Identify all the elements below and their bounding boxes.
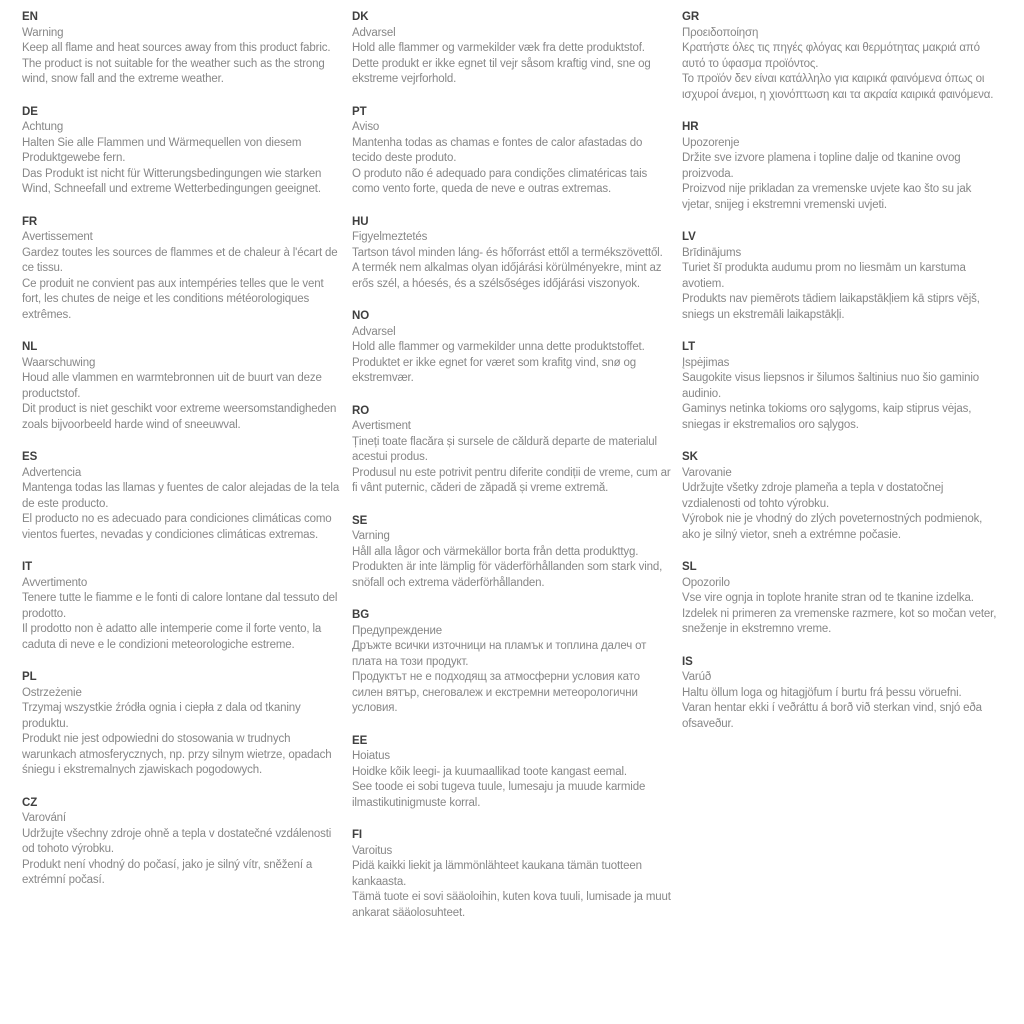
language-code: IS [682,655,693,668]
warning-title: Προειδοποίηση [682,26,759,39]
warning-paragraph-2: Produkten är inte lämplig för väderförhållanden som stark vind, snöfall och extrema väderförhållanden. [352,561,663,589]
warning-paragraph-1: Keep all flame and heat sources away from this product fabric. [22,42,331,54]
warning-title: Aviso [352,121,380,133]
language-code: NL [22,341,38,353]
warning-title: Ostrzeżenie [22,686,82,699]
warning-paragraph-2: Produkt není vhodný do počasí, jako je silný vítr, sněžení a extrémní počasí. [22,858,313,886]
warning-paragraph-1: Tartson távol minden láng- és hőforrást ettől a termékszövettől. [352,246,663,259]
warning-paragraph-1: Udržujte všechny zdroje ohně a tepla v dostatečné vzdálenosti od tohoto výrobku. [22,827,332,855]
warning-paragraph-1: Tenere tutte le fiamme e le fonti di calore lontane dal tessuto del prodotto. [22,592,338,620]
language-section [682,10,1002,103]
warning-paragraph-1: Vse vire ognja in toplote hranite stran od te tkanine izdelka. [682,592,974,604]
warning-paragraph-2: A termék nem alkalmas olyan időjárási körülményekre, mint az erős szél, a hóesés, és a szélsőséges időjárási viszonyok. [352,262,662,290]
warning-paragraph-1: Hoidke kõik leegi- ja kuumaallikad toote kangast eemal. [352,765,627,778]
language-code: CZ [22,796,38,809]
language-section [22,796,342,889]
language-section [352,105,672,198]
language-section [22,450,342,543]
language-code: IT [22,561,33,573]
language-code: NO [352,310,370,322]
warning-paragraph-2: Dit product is niet geschikt voor extreme weersomstandigheden zoals bijvoorbeeld harde wind of sneeuwval. [22,403,337,431]
warning-title: Avertisment [352,420,411,432]
language-code: SK [682,451,698,463]
warning-paragraph-2: El producto no es adecuado para condiciones climáticas como vientos fuertes, nevadas y condiciones climáticas extremas. [22,513,332,541]
warning-paragraph-2: O produto não é adequado para condições climatéricas tais como vento forte, queda de neve e outras extremas. [352,167,648,195]
warning-paragraph-1: Udržujte všetky zdroje plameňa a tepla v dostatočnej vzdialenosti od tohto výrobku. [682,482,944,510]
language-section [352,608,672,717]
column-1 [22,10,342,938]
warning-paragraph-2: The product is not suitable for the weather such as the strong wind, snow fall and the extreme weather. [22,57,325,85]
warning-title: Avertissement [22,231,93,243]
warning-paragraph-2: Produkt nie jest odpowiedni do stosowania w trudnych warunkach atmosferycznych, np. przy silnym wietrze, opadach śniegu i ekstremalnych zjawiskach pogodowych. [22,733,332,776]
language-code: EE [352,734,368,747]
warning-paragraph-2: Продуктът не е подходящ за атмосферни условия като силен вятър, снеговалеж и екстремни метеорологични условия. [352,671,640,714]
language-section [22,670,342,779]
warning-title: Предупреждение [352,624,443,637]
warning-paragraph-1: Turiet šī produkta audumu prom no liesmām un karstuma avotiem. [682,262,966,290]
language-section [682,655,1002,733]
language-code: HR [682,121,699,133]
warning-paragraph-1: Håll alla lågor och värmekällor borta från detta produkttyg. [352,545,639,558]
warning-paragraph-1: Mantenha todas as chamas e fontes de calor afastadas do tecido deste produto. [352,136,643,164]
warning-title: Varoitus [352,844,393,857]
language-section [352,734,672,812]
language-section [352,514,672,592]
language-section [352,215,672,293]
warning-paragraph-1: Houd alle vlammen en warmtebronnen uit de buurt van deze productstof. [22,372,322,400]
language-section [682,120,1002,213]
language-section [352,309,672,387]
language-code: FI [352,829,363,841]
warning-paragraph-2: Gaminys netinka tokioms oro sąlygoms, kaip stiprus vėjas, sniegas ir ekstremalios oro sąlygos. [682,403,972,431]
warning-paragraph-2: Produkts nav piemērots tādiem laikapstākļiem kā stiprs vējš, sniegs un ekstremāli laikapstākļi. [682,293,980,321]
warning-title: Varování [22,812,66,824]
language-code: PL [22,671,37,683]
language-section [22,10,342,88]
warning-title: Advarsel [352,325,396,338]
warning-paragraph-2: Produktet er ikke egnet for været som krafitg vind, snø og ekstremvær. [352,356,637,384]
warning-title: Brīdinājums [682,246,742,259]
warning-paragraph-2: Il prodotto non è adatto alle intemperie come il forte vento, la caduta di neve e le condizioni meteorologiche estreme. [22,623,322,651]
warning-paragraph-1: Pidä kaikki liekit ja lämmönlähteet kaukana tämän tuotteen kankaasta. [352,860,642,888]
language-section [682,230,1002,323]
warning-paragraph-1: Дръжте всички източници на пламък и топлина далеч от плата на този продукт. [352,640,647,668]
warning-paragraph-1: Gardez toutes les sources de flammes et de chaleur à l'écart de ce tissu. [22,246,338,274]
warning-paragraph-2: See toode ei sobi tugeva tuule, lumesaju ja muude karmide ilmastikutinigmuste korral. [352,781,646,809]
warning-paragraph-2: Tämä tuote ei sovi sääoloihin, kuten kova tuuli, lumisade ja muut ankarat sääolosuhteet. [352,891,671,919]
warning-title: Opozorilo [682,576,730,589]
language-code: LT [682,341,695,353]
warning-paragraph-1: Trzymaj wszystkie źródła ognia i ciepła z dala od tkaniny produktu. [22,702,301,730]
language-section [352,828,672,921]
language-code: RO [352,404,370,417]
warning-title: Varúð [682,671,712,683]
language-section [682,340,1002,433]
language-code: FR [22,215,38,228]
warning-paragraph-1: Hold alle flammer og varmekilder unna dette produktstoffet. [352,341,645,353]
warning-paragraph-2: Το προϊόν δεν είναι κατάλληλο για καιρικά φαινόμενα όπως οι ισχυροί άνεμοι, η χιονόπτωση και τα ακραία καιρικά φαινόμενα. [682,73,994,101]
warning-title: Figyelmeztetés [352,231,428,243]
warning-title: Achtung [22,121,64,133]
language-section [22,215,342,324]
warning-title: Advertencia [22,466,82,479]
warning-paragraph-2: Das Produkt ist nicht für Witterungsbedingungen wie starken Wind, Schneefall und extreme Wetterbedingungen geeignet. [22,167,322,195]
warning-paragraph-2: Výrobok nie je vhodný do zlých poveternostných podmienok, ako je silný vietor, sneh a extrémne počasie. [682,513,983,541]
language-code: DK [352,11,369,23]
warning-title: Hoiatus [352,750,390,762]
language-code: BG [352,609,370,621]
warning-paragraph-1: Haltu öllum loga og hitagjöfum í burtu frá þessu vöruefni. [682,686,962,699]
language-section [22,560,342,653]
warning-paragraph-2: Izdelek ni primeren za vremenske razmere, kot so močan veter, sneženje in ekstremno vreme. [682,607,997,635]
language-code: LV [682,231,696,243]
warning-paragraph-2: Ce produit ne convient pas aux intempéries telles que le vent fort, les chutes de neige et les conditions météorologiques extrêmes. [22,277,324,321]
warning-title: Įspėjimas [682,356,730,369]
language-code: DE [22,105,38,118]
warning-paragraph-2: Produsul nu este potrivit pentru diferite condiții de vreme, cum ar fi vânt puternic, căderi de zăpadă și vreme extremă. [352,466,671,494]
warning-paragraph-1: Mantenga todas las llamas y fuentes de calor alejadas de la tela de este producto. [22,482,340,510]
warning-paragraph-1: Hold alle flammer og varmekilder væk fra dette produktstof. [352,42,645,54]
column-3 [682,10,1002,938]
warning-paragraph-2: Varan hentar ekki í veðráttu á borð við sterkan vind, snjó eða ofsaveður. [682,702,982,730]
language-section [22,340,342,433]
warning-title: Warning [22,26,64,39]
warning-paragraph-1: Halten Sie alle Flammen und Wärmequellen von diesem Produktgewebe fern. [22,136,302,164]
language-code: SE [352,514,368,527]
language-code: SL [682,561,697,573]
warning-title: Upozorenje [682,136,740,149]
warning-title: Avvertimento [22,576,88,589]
warning-paragraph-1: Saugokite visus liepsnos ir šilumos šaltinius nuo šio gaminio audinio. [682,372,980,400]
warning-paragraph-1: Țineți toate flacăra și sursele de căldură departe de materialul acestui produs. [352,435,657,463]
language-section [352,10,672,88]
warning-title: Advarsel [352,26,396,39]
language-code: GR [682,11,700,23]
language-code: HU [352,215,369,228]
warning-title: Varovanie [682,466,732,479]
warning-paragraph-2: Proizvod nije prikladan za vremenske uvjete kao što su jak vjetar, snijeg i ekstremni vremenski uvjeti. [682,183,972,211]
warning-paragraph-2: Dette produkt er ikke egnet til vejr såsom kraftig vind, sne og ekstreme vejrforhold. [352,57,651,85]
language-section [682,450,1002,543]
language-section [352,404,672,497]
language-section [22,105,342,198]
warning-title: Waarschuwing [22,356,96,369]
language-code: ES [22,451,38,463]
warning-paragraph-1: Držite sve izvore plamena i topline dalje od tkanine ovog proizvoda. [682,152,961,180]
warning-paragraph-1: Κρατήστε όλες τις πηγές φλόγας και θερμότητας μακριά από αυτό το ύφασμα προϊόντος. [682,42,980,70]
language-section [682,560,1002,638]
warning-title: Varning [352,530,390,542]
language-code: EN [22,11,38,23]
language-code: PT [352,105,367,118]
column-2 [352,10,672,938]
